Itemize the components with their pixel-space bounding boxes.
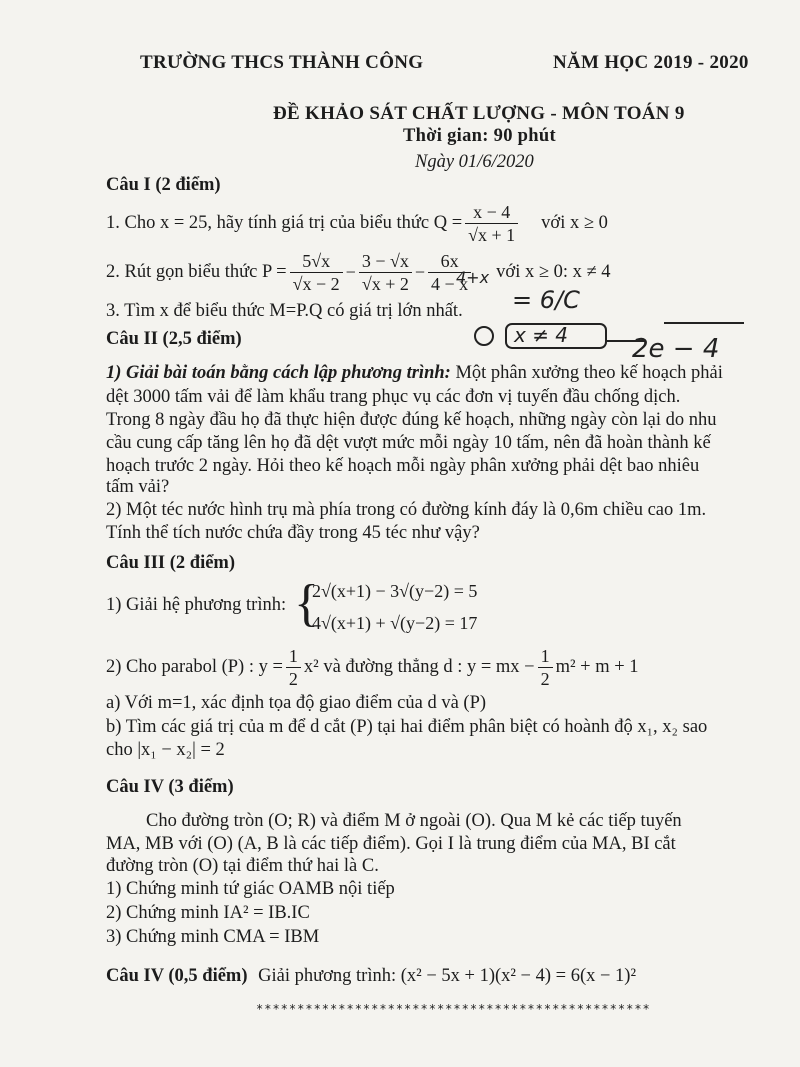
handwritten-fraction-bar — [664, 322, 744, 324]
q2-part2-line2: Tính thể tích nước chứa đầy trong 45 téc như vậy? — [106, 523, 480, 543]
q3-part-a: a) Với m=1, xác định tọa độ giao điểm của d và (P) — [106, 693, 487, 713]
q4-line3: đường tròn (O) tại điểm thứ hai là C. — [106, 856, 379, 876]
q2-part1-line3: Trong 8 ngày đầu họ đã thực hiện được đúng kế hoạch, những ngày còn lại do nhu — [106, 410, 717, 430]
q2-part1-line6: tấm vải? — [106, 477, 170, 497]
q1-fraction-1 — [290, 250, 343, 295]
q3-fraction-half-2 — [538, 645, 553, 690]
q1-fraction-q — [465, 201, 518, 246]
q1-part1-condition: với x ≥ 0 — [541, 212, 608, 233]
q3-fraction-half — [286, 645, 301, 690]
q5-heading: Câu IV (0,5 điểm) — [106, 966, 248, 986]
q1-f2-denominator: √x + 2 — [361, 273, 409, 294]
q2-part1-line1-text: Một phân xưởng theo kế hoạch phải — [455, 363, 723, 383]
q3-part2-text-a: 2) Cho parabol (P) : y = — [106, 656, 283, 677]
school-year: NĂM HỌC 2019 - 2020 — [553, 52, 749, 73]
exam-time: Thời gian: 90 phút — [403, 126, 556, 146]
q3-half-numerator: 1 — [286, 645, 301, 668]
q1-part1 — [106, 198, 608, 248]
q1-part2-text: 2. Rút gọn biểu thức P = — [106, 261, 287, 282]
q4-line2: MA, MB với (O) (A, B là các tiếp điểm). Gọi I là trung điểm của MA, BI cắt — [106, 834, 676, 854]
q4-part2: 2) Chứng minh IA² = IB.IC — [106, 903, 310, 923]
handwritten-note-1: = 6/C — [512, 286, 580, 314]
q1-f3-numerator: 6x — [428, 250, 471, 273]
q1-part1-text: 1. Cho x = 25, hãy tính giá trị của biểu thức Q = — [106, 212, 463, 233]
q2-part2-line1: 2) Một téc nước hình trụ mà phía trong có đường kính đáy là 0,6m chiều cao 1m. — [106, 500, 707, 520]
q2-part1-line1 — [106, 362, 723, 385]
q3-half2-denominator: 2 — [540, 668, 550, 689]
q5-text: Giải phương trình: (x² − 5x + 1)(x² − 4) = 6(x − 1)² — [258, 966, 637, 986]
q5-line — [106, 965, 636, 988]
footer-stars: ************************************************ — [256, 1002, 651, 1016]
q2-part1-line2: dệt 3000 tấm vải để làm khẩu trang phục vụ các đơn vị tuyến đầu chống dịch. — [106, 387, 681, 407]
q3-half2-numerator: 1 — [538, 645, 553, 668]
handwritten-note-2: x ≠ 4 — [514, 323, 569, 347]
q1-f1-denominator: √x − 2 — [292, 273, 340, 294]
q1-f2-numerator: 3 − √x — [359, 250, 412, 273]
handwritten-note-3: 2e − 4 — [632, 334, 720, 364]
q1-f1-numerator: 5√x — [290, 250, 343, 273]
q3-half-denominator: 2 — [288, 668, 298, 689]
q3-part-b-line1: b) Tìm các giá trị của m để d cắt (P) tại hai điểm phân biệt có hoành độ x₁, x₂ sao — [106, 717, 708, 737]
q4-part3: 3) Chứng minh CMA = IBM — [106, 927, 320, 947]
school-name: TRƯỜNG THCS THÀNH CÔNG — [140, 52, 424, 73]
q4-heading: Câu IV (3 điểm) — [106, 777, 234, 797]
q1-heading: Câu I (2 điểm) — [106, 175, 221, 195]
q1-part2-condition: với x ≥ 0: x ≠ 4 — [496, 261, 611, 282]
q1-part3: 3. Tìm x để biểu thức M=P.Q có giá trị lớn nhất. — [106, 301, 463, 321]
q4-line1: Cho đường tròn (O; R) và điểm M ở ngoài (O). Qua M kẻ các tiếp tuyến — [146, 811, 682, 831]
q3-equation2: 4√(x+1) + √(y−2) = 17 — [312, 613, 478, 633]
exam-date: Ngày 01/6/2020 — [415, 152, 534, 172]
q2-part1-line5: hoạch trước 2 ngày. Hỏi theo kế hoạch mỗi ngày phân xưởng phải dệt bao nhiêu — [106, 456, 700, 476]
q3-equation1: 2√(x+1) − 3√(y−2) = 5 — [312, 581, 478, 601]
q3-part-b-line2: cho |x₁ − x₂| = 2 — [106, 740, 225, 760]
q3-part1-label: 1) Giải hệ phương trình: — [106, 595, 287, 615]
q1-q-numerator: x − 4 — [465, 201, 518, 224]
q1-q-denominator: √x + 1 — [468, 224, 516, 245]
q2-heading: Câu II (2,5 điểm) — [106, 329, 242, 349]
q1-fraction-2 — [359, 250, 412, 295]
q3-part2-text-c: m² + m + 1 — [555, 656, 639, 677]
q3-part2 — [106, 644, 639, 690]
q2-part1-line4: cầu cung cấp tăng lên họ đã dệt vượt mức mỗi ngày 10 tấm, nên đã hoàn thành kế — [106, 433, 711, 453]
q1-part2: 2. Rút gọn biểu thức P = $\frac{5√x}{√x - 2}$ − $\frac{3 - √x}{√x + 2}$ − $\frac{6x}{4 - x}$ với x ≥ 0: x ≠ 4 — [106, 250, 611, 294]
q2-part1-lead: 1) Giải bài toán bằng cách lập phương trình: — [106, 363, 451, 383]
q1-f3-denominator: 4 − x — [431, 273, 469, 294]
q3-heading: Câu III (2 điểm) — [106, 553, 235, 573]
q3-part2-text-b: x² và đường thẳng d : y = mx − — [303, 656, 535, 677]
exam-title: ĐỀ KHẢO SÁT CHẤT LƯỢNG - MÔN TOÁN 9 — [273, 103, 685, 124]
q4-part1: 1) Chứng minh tứ giác OAMB nội tiếp — [106, 879, 395, 899]
system-brace: { — [294, 575, 319, 632]
handwritten-note-4: 4+x — [456, 268, 490, 287]
